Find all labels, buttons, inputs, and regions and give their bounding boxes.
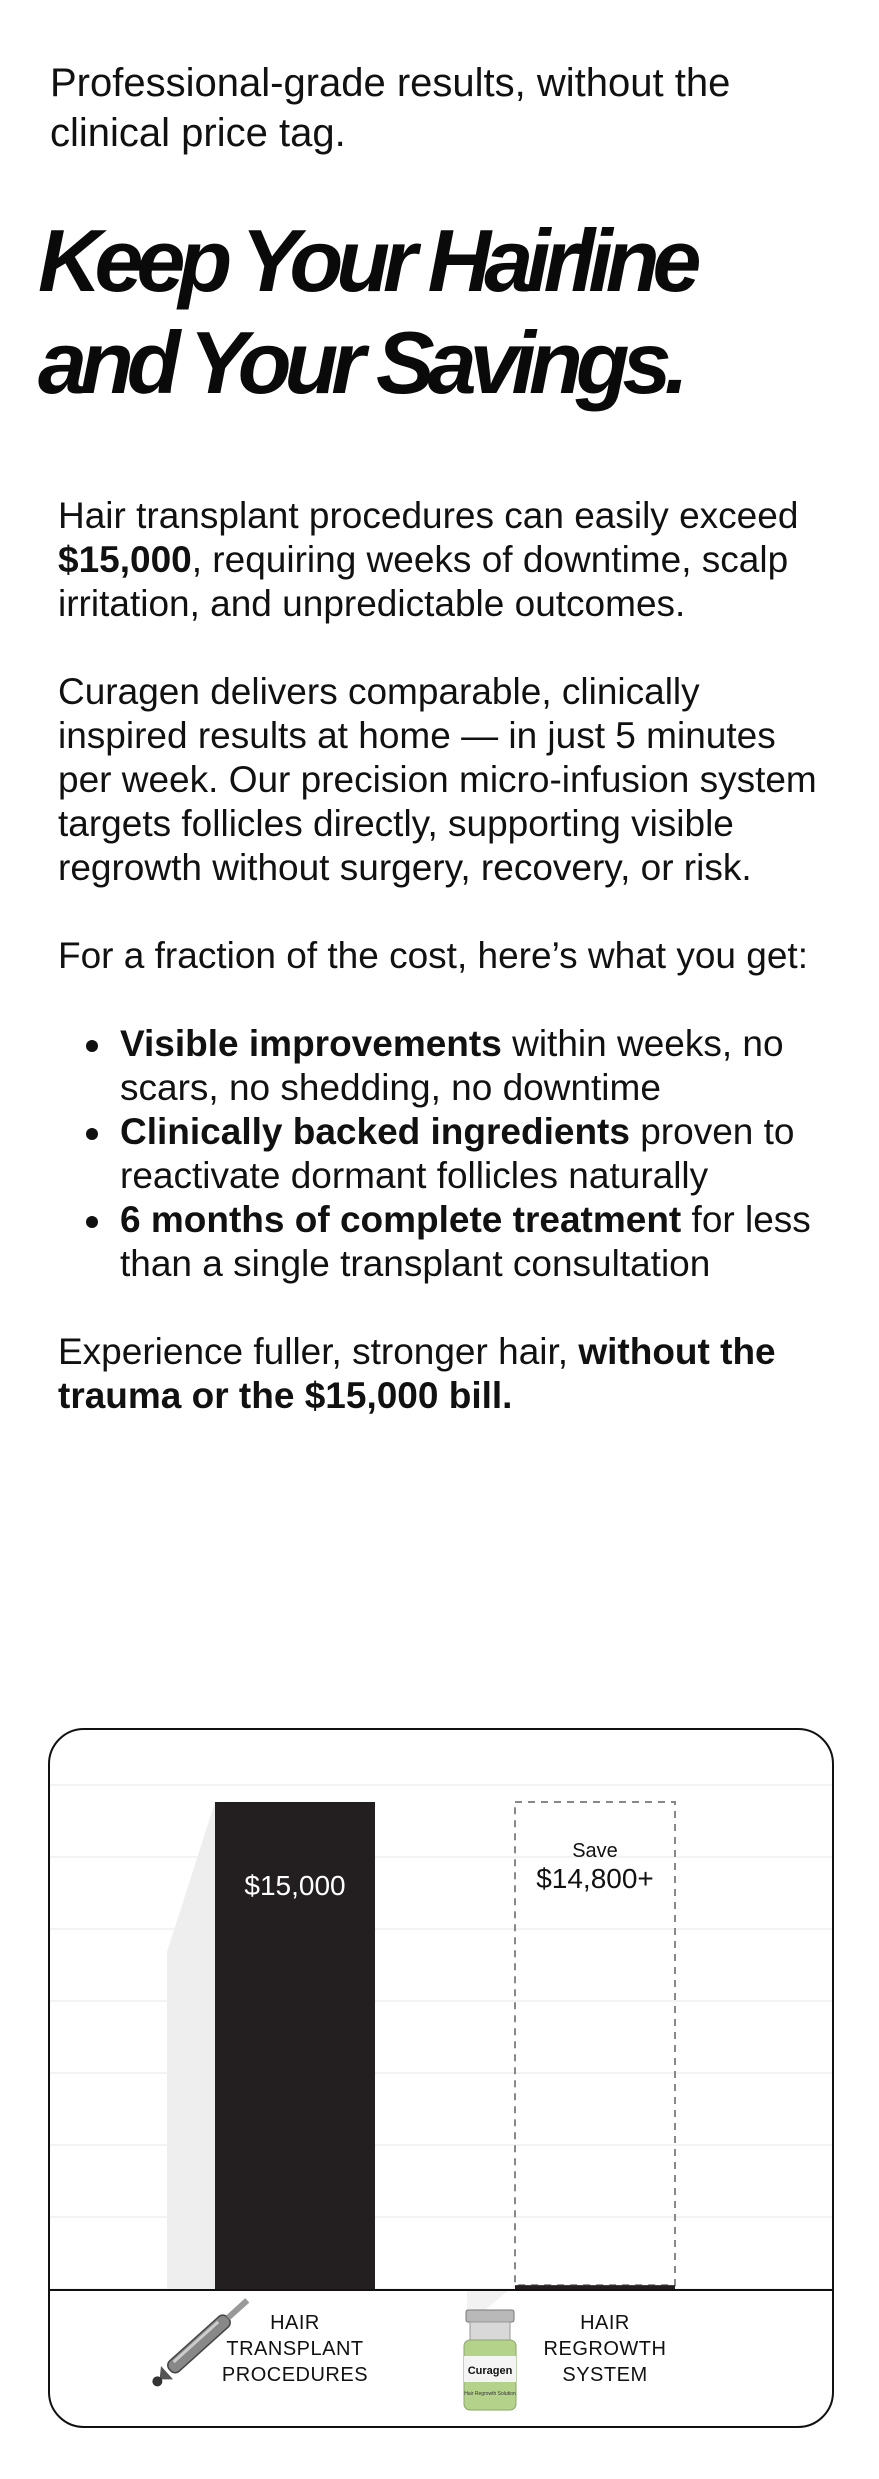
- vial-sub-text: Hair Regrowth Solution: [464, 2391, 516, 2397]
- vial-brand-text: Curagen: [467, 2365, 513, 2377]
- p4-bold: without the trauma or the $15,000 bill.: [58, 1331, 776, 1416]
- category-label-line: HAIR: [270, 2312, 320, 2334]
- savings-annotation: [515, 1840, 675, 1895]
- category-label-line: HAIR: [580, 2312, 630, 2334]
- benefit-text: within weeks, no scars, no shedding, no downtime: [120, 1023, 784, 1108]
- category-label-line: SYSTEM: [562, 2364, 648, 2386]
- p4-text: Experience fuller, stronger hair,: [58, 1331, 579, 1372]
- category-label-line: REGROWTH: [543, 2338, 667, 2360]
- category-label-regrowth: [515, 2310, 695, 2388]
- benefit-text: proven to reactivate dormant follicles naturally: [120, 1111, 795, 1196]
- p1-text-a: Hair transplant procedures can easily exceed: [58, 495, 799, 536]
- benefit-list: [58, 1022, 838, 1286]
- paragraph-closing: [58, 1330, 838, 1418]
- benefit-item: [58, 1110, 838, 1198]
- category-label-transplant: [205, 2310, 385, 2388]
- tagline: Professional-grade results, without the clinical price tag.: [50, 61, 731, 155]
- benefit-item: [58, 1198, 838, 1286]
- savings-annotation-line-1: Save: [572, 1840, 618, 1862]
- category-label-line: TRANSPLANT: [226, 2338, 364, 2360]
- curagen-vial-icon: [464, 2310, 516, 2410]
- headline: [38, 210, 858, 414]
- benefit-bold: Visible improvements: [120, 1023, 502, 1064]
- paragraph-fraction: For a fraction of the cost, here’s what you get:: [58, 935, 808, 976]
- savings-annotation-line-2: $14,800+: [536, 1863, 654, 1894]
- p1-text-b: , requiring weeks of downtime, scalp irritation, and unpredictable outcomes.: [58, 539, 789, 624]
- bar-value-label-regrowth: $149: [563, 2238, 627, 2269]
- price-comparison-chart: [48, 1728, 834, 2428]
- benefit-text: for less than a single transplant consultation: [120, 1199, 811, 1284]
- body-copy: [58, 494, 838, 1462]
- benefit-bold: Clinically backed ingredients: [120, 1111, 630, 1152]
- chart-svg: [50, 1730, 834, 2428]
- headline-line-2: and Your Savings.: [38, 313, 682, 412]
- benefit-bold: 6 months of complete treatment: [120, 1199, 682, 1240]
- bar-shadow-left: [167, 1802, 215, 2290]
- benefit-item: [58, 1022, 838, 1110]
- bar-value-label-transplant: $15,000: [244, 1870, 346, 1901]
- headline-line-1: Keep Your Hairline: [38, 211, 695, 310]
- p1-price: $15,000: [58, 539, 192, 580]
- paragraph-curagen: Curagen delivers comparable, clinically inspired results at home — in just 5 minutes per week. Our precision micro-infusion system targets follicles directly, supporting visible regrowth without surgery, recovery, or risk.: [58, 671, 817, 888]
- paragraph-transplant-cost: [58, 494, 838, 626]
- category-label-line: PROCEDURES: [221, 2364, 369, 2386]
